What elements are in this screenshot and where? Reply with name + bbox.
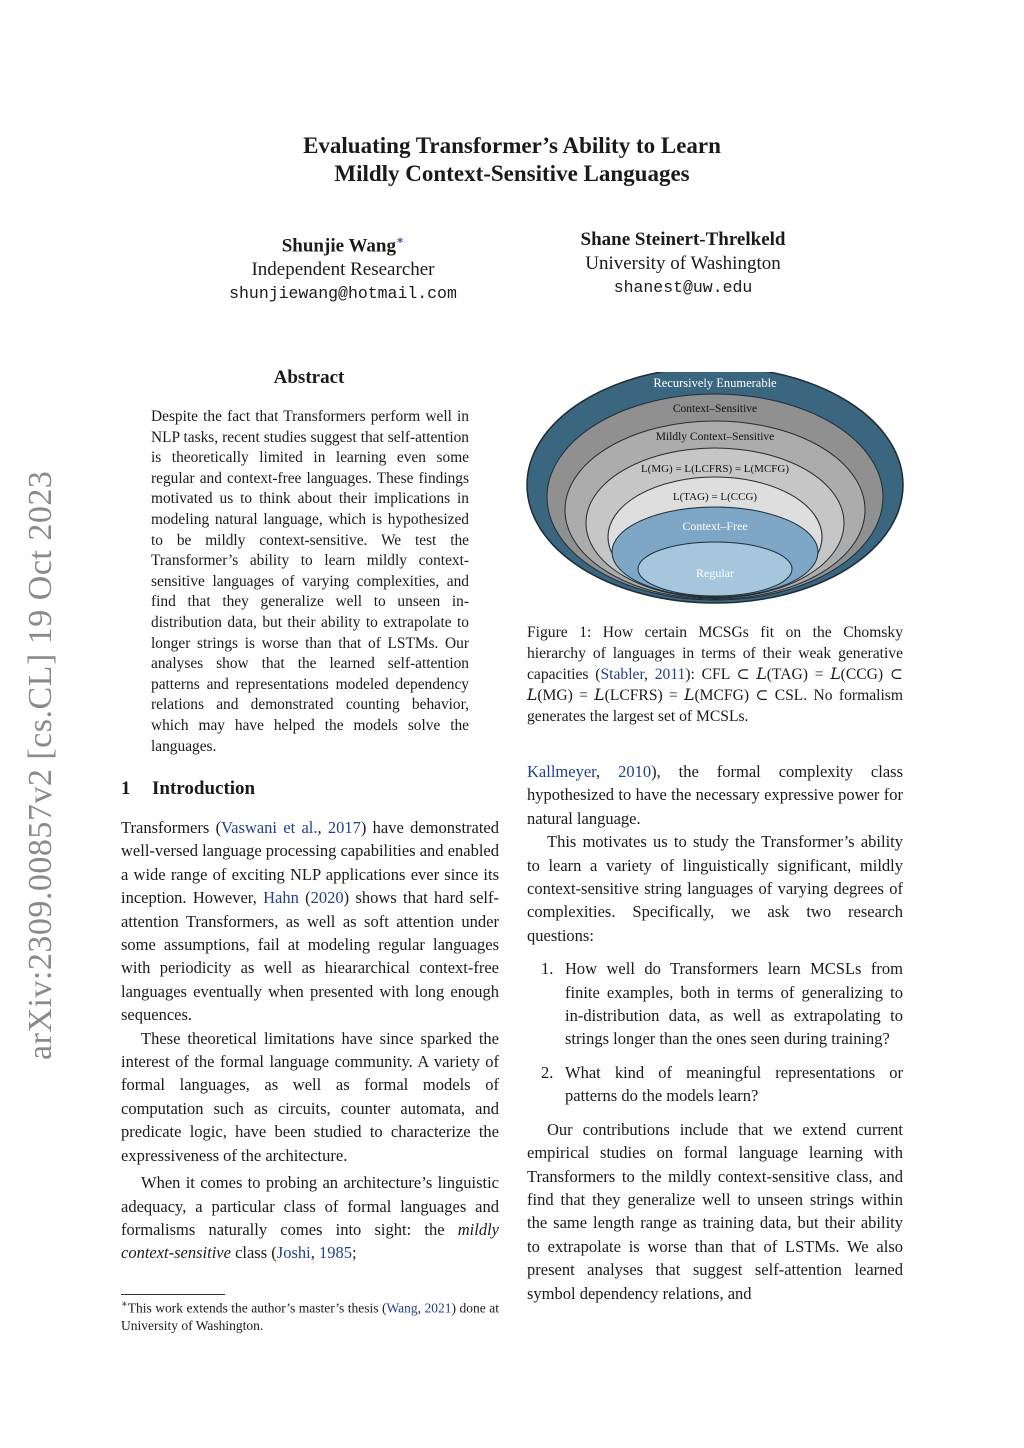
citation-link[interactable]: Hahn [263,888,299,908]
label-recursively-enumerable: Recursively Enumerable [653,376,777,390]
author-name: Shunjie Wang∗ [281,233,405,257]
section-title: Introduction [152,778,256,799]
citation-link[interactable]: Wang [386,1300,418,1316]
citation-link[interactable]: Vaswani et al. [221,818,318,837]
author-affiliation: University of Washington [585,253,781,274]
author-block-2 [533,228,833,300]
paragraph-intro-3-continued: Kallmeyer, 2010), the formal complexity class hypothesized to have the necessary expressive power for natural language. [527,762,903,828]
list-item: 2. What kind of meaningful representations or patterns do the models learn? [541,1062,903,1106]
right-column [527,760,903,1305]
paragraph-intro-3: When it comes to probing an architecture’s linguistic adequacy, a particular class of formal languages and formalisms naturally comes into sight: the mildly context-sensitive class (Joshi, 1985; [121,1173,499,1263]
paragraph-intro-1: Transformers (Vaswani et al., 2017) have demonstrated well-versed language processing capabilities and enabled a wide range of exciting NLP applications ever since its inception. However, Hahn (2020) shows that hard self-attention Transformers, as well as soft attention under some assumptions, fail at modeling regular languages with periodicity as well as hieararchical context-free languages eventually when presented with long enough sequences. [121,818,499,1025]
paragraph-intro-5: Our contributions include that we extend current empirical studies on formal language learning with Transformers to the mildly context-sensitive class, and find that they generalize well to unseen strings within the same length range as training data, but their ability to extrapolate is worse than that of LSTMs. We also present analyses that suggest self-attention learned symbol dependency relations, and [527,1119,903,1303]
left-column [121,816,499,1265]
section-number: 1 [121,778,131,799]
citation-link[interactable]: 2020 [310,888,344,908]
paper-title [0,132,1024,188]
author-name: Shane Steinert-Threlkeld [580,229,786,250]
abstract-heading: Abstract [273,367,345,388]
list-item: 1. How well do Transformers learn MCSLs from finite examples, both in terms of generalizing to in-distribution data, as well as extrapolating to strings longer than the ones seen during training? [541,959,903,1049]
footnote-rule [121,1294,225,1295]
label-tag-ccg: L(TAG) = L(CCG) [672,491,758,503]
label-mg-lcfrs-mcfg: L(MG) = L(LCFRS) = L(MCFG) [640,463,790,475]
author-block-1 [193,228,493,306]
chomsky-hierarchy-figure [525,372,905,608]
abstract-text: Despite the fact that Transformers perform well in NLP tasks, recent studies suggest that self-attention is theoretically limited in learning even some regular and context-free languages. These findings motivated us to think about their implications in modeling natural language, which is hypothesized to be mildly context-sensitive. We test the Transformer’s ability to learn mildly context-sensitive languages of varying complexities, and find that they generalize well to unseen in-distribution data, but their ability to extrapolate to longer strings is worse than that of LSTMs. Our analyses show that the learned self-attention patterns and representations modeled dependency relations and demonstrated counting behavior, which may have helped the models solve the languages. [151,408,469,755]
footnote-marker: ∗ [395,233,405,247]
citation-link[interactable]: 1985 [318,1243,352,1263]
arxiv-stamp: arXiv:2309.00857v2 [cs.CL] 19 Oct 2023 [22,470,59,1060]
citation-link[interactable]: 2021 [424,1300,452,1316]
title-line-2: Mildly Context-Sensitive Languages [334,161,690,186]
label-mildly-context-sensitive: Mildly Context–Sensitive [655,431,775,443]
author-affiliation: Independent Researcher [251,259,435,281]
citation-link[interactable]: 2011 [654,666,686,683]
citation-link[interactable]: Kallmeyer [527,762,596,781]
label-regular: Regular [696,566,734,580]
citation-link[interactable]: 2010 [618,762,652,781]
label-context-sensitive: Context–Sensitive [672,403,758,415]
citation-link[interactable]: 2017 [327,818,361,837]
figure-caption: Figure 1: How certain MCSGs fit on the Chomsky hierarchy of languages in terms of their weak generative capacities (Stabler, 2011): CFL ⊂ L(TAG) = L(CCG) ⊂ L(MG) = L(LCFRS) = L(MCFG) ⊂ CSL. No formalism generates the largest set of MCSLs. [527,624,903,725]
author-email: shunjiewang@hotmail.com [229,284,457,304]
paragraph-intro-2: These theoretical limitations have since sparked the interest of the formal language community. A variety of formal languages, as well as formal models of computation such as circuits, counter automata, and predicate logic, have been studied to characterize the expressiveness of the architecture. [121,1028,499,1165]
paragraph-intro-4: This motivates us to study the Transformer’s ability to learn a variety of linguistically significant, mildly context-sensitive string languages of varying degrees of complexities. Specifically, we ask two research questions: [527,832,903,945]
footnote: ∗This work extends the author’s master’s thesis (Wang, 2021) done at University of Washington. [121,1299,499,1333]
label-context-free: Context–Free [682,519,748,533]
author-email: shanest@uw.edu [613,278,753,297]
citation-link[interactable]: Stabler [600,666,645,683]
citation-link[interactable]: Joshi [276,1243,311,1263]
section-heading [121,778,255,800]
title-line-1: Evaluating Transformer’s Ability to Learn [303,133,721,158]
research-questions-list [527,957,903,1107]
